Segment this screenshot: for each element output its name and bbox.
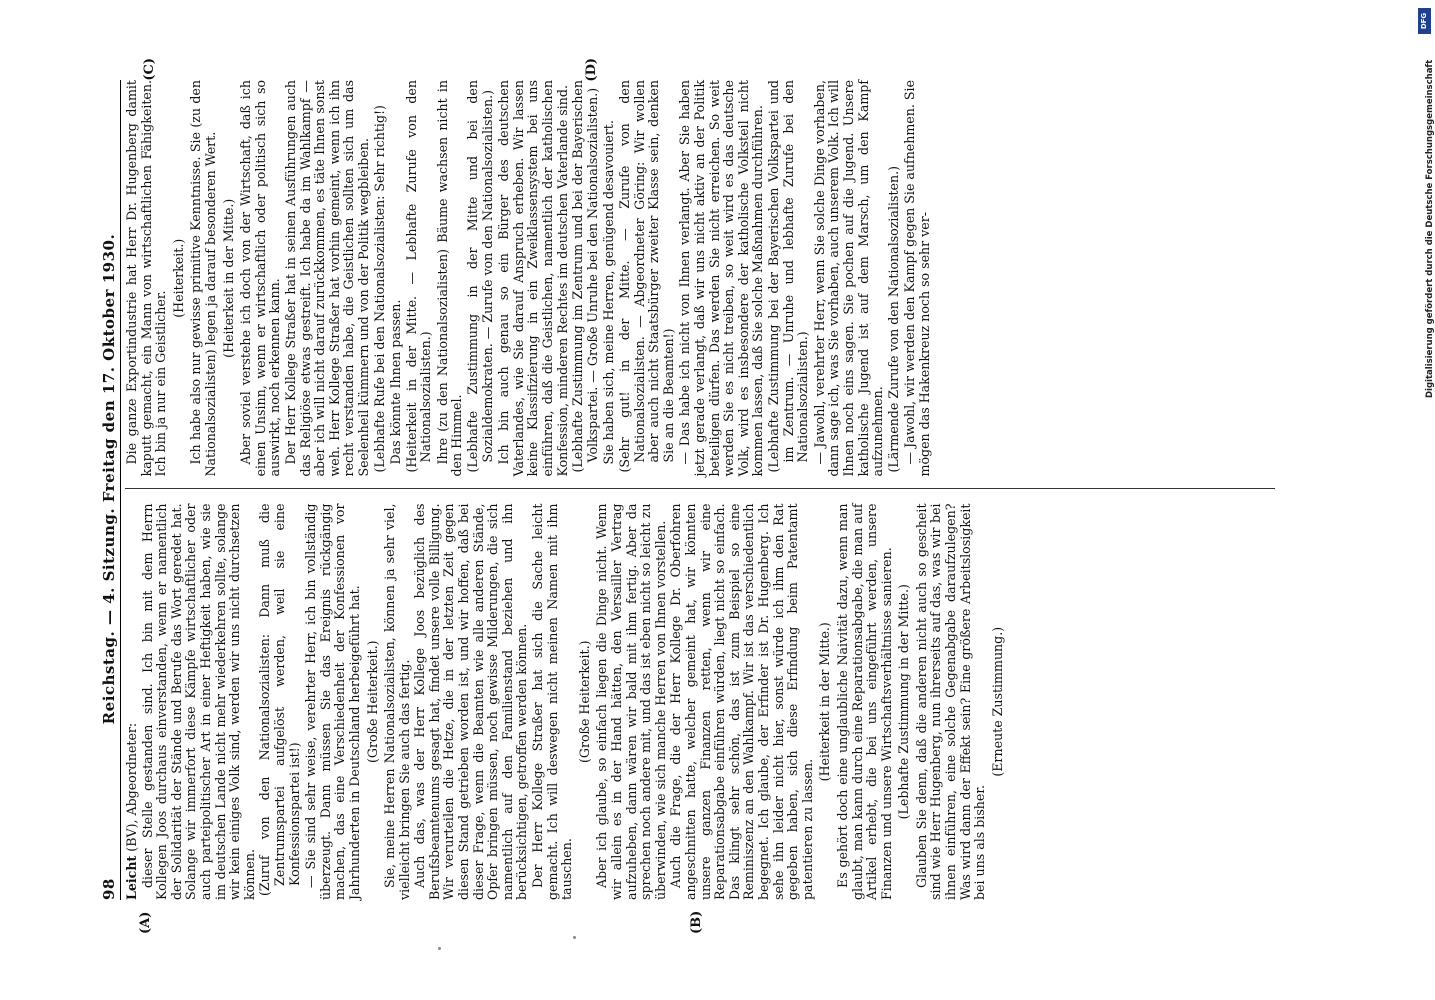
page-number: 98 [100, 878, 118, 900]
speaker-line [125, 504, 140, 901]
reaction-note: (Heiterkeit.) [170, 238, 186, 318]
paragraph: Aber ich glaube, so einfach liegen die Dinge nicht. Wenn wir allein es in der Hand hätten, den Versailler Vertrag aufzuheben, dann wären wir bald mit ihm fertig. Aber da sprechen noch andere mit, und das ist eben nicht so leicht zu überwinden, wie sich manche Herren von Ihnen vorstellen. [594, 503, 668, 900]
margin-marker-a: (A) [138, 911, 153, 934]
reaction-note: (Heiterkeit in der Mitte.) [817, 622, 833, 782]
paragraph: Es gehört doch eine unglaubliche Naivität dazu, wenn man glaubt, man kann durch eine Reparationsabgabe, die man auf Artikel erhebt, die bei uns eingeführt werden, unsere Finanzen und unsere Wirtschaftsverhältnisse sanieren. [834, 503, 894, 900]
margin-marker-b: (B) [689, 910, 704, 934]
reaction-note: (Große Heiterkeit.) [576, 640, 592, 764]
dfg-logo: DFG [1418, 8, 1431, 34]
paragraph: — Jawohl, verehrter Herr, wenn Sie solche Dinge vorhaben, dann sage ich, was Sie vorhaben, auch unserem Volk. Ich will Ihnen noch eins sagen. Sie pochen auf die Jugend. Unsere katholische Jugend ist auf dem Marsch, um den Kampf aufzunehmen. [811, 80, 886, 477]
paragraph: — Sie sind sehr weise, verehrter Herr, ich bin vollständig überzeugt. Dann müssen Sie das Ereignis rückgängig machen, das eine Verschiedenheit der Konfessionen vor Jahrhunderten in Deutschland herbeigeführt hat. [303, 503, 362, 900]
interjection: (Sehr gut! in der Mitte. — Zurufe von den Nationalsozialisten. — Abgeordneter Göring: Wir wollen aber auch nicht Staatsbürger zweiter Klasse sein, denken Sie an die Beamten!) [617, 80, 676, 473]
paragraph: Das könnte Ihnen passen. [388, 299, 404, 465]
left-column [124, 503, 1275, 934]
paragraph: Sie, meine Herren Nationalsozialisten, können ja sehr viel, vielleicht bringen Sie auch das fertig. [382, 503, 412, 900]
paragraph: — Jawohl, wir werden den Kampf gegen Sie aufnehmen. Sie mögen das Hakenkreuz noch so sehr ver- [902, 80, 932, 477]
paragraph: Ich habe also nur gewisse primitive Kenntnisse. Sie (zu den Nationalsozialisten) legen ja darauf besonderen Wert. [188, 80, 218, 477]
interjection: (Lebhafte Zustimmung im Zentrum und bei der Bayerischen Volkspartei. — Große Unruhe bei den Nationalsozialisten.) [570, 80, 600, 473]
paragraph: Aber soviel verstehe ich doch von der Wirtschaft, daß ich einen Unsinn, wenn er wirtschaftlich oder politisch sich so auswirkt, noch erkennen kann. [238, 80, 283, 477]
right-column [124, 58, 1275, 490]
paragraph: Der Herr Kollege Straßer hat in seinen Ausführungen auch das Religiöse etwas gestreift. Ich habe da im Wahlkampf — aber ich will nicht darauf zurückkommen, es täte Ihnen sonst weh. Herr Kollege Straßer hat vorhin gemeint, wenn ich ihn recht verstanden habe, die Geistlichen sollten sich um das Seelenheil kümmern und von der Politik wegbleiben. [282, 80, 371, 477]
paragraph: dieser Stelle gestanden sind. Ich bin mit dem Herrn Kollegen Joos durchaus einverstanden, wenn er namentlich der Solidarität der Stände und Berufe das Wort geredet hat. Solange wir immerfort diese Kämpfe wirtschaftlicher oder auch parteipolitischer Art in einer Heftigkeit haben, wie sie im deutschen Lande nicht mehr wiederkehren sollte, solange wir kein einiges Volk sind, werden wir uns nicht durchsetzen können. [139, 503, 257, 900]
paragraph: Ich bin auch genau so ein Bürger des deutschen Vaterlandes, wie Sie darauf Anspruch erheben. Wir lassen keine Klassifizierung in ein Zweiklassensystem bei uns einführen, daß die Geistlichen, namentlich der katholischen Konfession, minderen Rechtes im deutschen Vaterlande sind. [496, 80, 570, 477]
interjection: (Lebhafte Rufe bei den Nationalsozialisten: Sehr richtig!) [371, 105, 387, 473]
interjection: (Zuruf von den Nationalsozialisten: Dann muß die Zentrumspartei aufgelöst werden, weil sie eine Konfessionspartei ist!) [257, 503, 302, 896]
paragraph: Auch die Frage, die der Herr Kollege Dr. Oberfohren angeschnitten hatte, welcher gemeint hat, wir könnten unsere ganzen Finanzen retten, wenn wir eine Reparationsabgabe einführen würden, liegt nicht so einfach. Das klingt sehr schön, das ist zum Beispiel so eine Reminiszenz an den Wahlkampf. Wir ist das verschiedentlich begegnet. Ich glaube, der Erfinder ist Dr. Hugenberg. Ich sehe ihn leider nicht hier, sonst würde ich ihm den Rat gegeben haben, sich diese Erfindung beim Patentamt patentieren zu lassen. [668, 503, 815, 900]
reaction-note: (Große Heiterkeit.) [364, 640, 380, 764]
dfg-credit-text: Digitalisierung gefördert durch die Deutsche Forschungsgemeinschaft [1425, 59, 1435, 398]
page-header [100, 80, 121, 900]
paragraph: Glauben Sie denn, daß die anderen nicht auch so gescheit sind wie Herr Hugenberg, nun ihrerseits auf das, was wir bei ihnen einführen, eine solche Gegenabgabe daraufzulegen? Was wird dann der Effekt sein? Eine größere Arbeitslosigkeit bei uns als bisher. [913, 503, 988, 900]
paragraph: — Das habe ich nicht von Ihnen verlangt. Aber Sie haben jetzt gerade verlangt, daß wir uns nicht aktiv an der Politik beteiligen dürfen. Das werden Sie nicht erreichen. So weit werden Sie es nicht treiben, so weit wird es das deutsche Volk, wird es insbesondere der katholische Volksteil nicht kommen lassen, daß Sie solche Maßnahmen durchführen. [677, 80, 766, 477]
rotated-document-page [92, 60, 1342, 940]
margin-marker-d: (D) [584, 58, 599, 82]
paragraph: Die ganze Exportindustrie hat Herr Dr. Hugenberg damit kaputt gemacht, ein Mann von wirtschaftlichen Fähigkeiten. Ich bin ja nur ein Geistlicher. [124, 80, 169, 477]
interjection: (Lebhafte Zustimmung in der Mitte und bei den Sozialdemokraten. — Zurufe von den Nationalsozialisten.) [465, 80, 495, 473]
scan-speck [438, 947, 441, 950]
speaker-name: Leicht [124, 855, 139, 900]
dfg-credit [1418, 8, 1435, 398]
reaction-note: (Erneute Zustimmung.) [989, 626, 1005, 777]
paragraph: Der Herr Kollege Straßer hat sich die Sache leicht gemacht. Ich will deswegen nicht meinen Namen mit ihm tauschen. [530, 503, 575, 900]
text-columns [124, 58, 1275, 934]
reaction-note: (Lebhafte Zustimmung in der Mitte.) [896, 584, 912, 820]
speaker-party: (BV), Abgeordneter: [124, 722, 139, 852]
reaction-note: (Heiterkeit in der Mitte.) [220, 198, 236, 358]
running-title: Reichstag. — 4. Sitzung. Freitag den 17. Oktober 1930. [100, 233, 118, 725]
margin-marker-c: (C) [142, 58, 157, 81]
interjection: (Lärmende Zurufe von den Nationalsozialisten.) [885, 166, 901, 473]
paragraph: Sie haben sich, meine Herren, genügend desavouiert. [601, 120, 617, 465]
paragraph: Ihre (zu den Nationalsozialisten) Bäume wachsen nicht in den Himmel. [434, 80, 465, 477]
interjection: (Lebhafte Zustimmung bei der Bayerischen Volkspartei und im Zentrum. — Unruhe und lebhafte Zurufe bei den Nationalsozialisten.) [765, 80, 811, 473]
interjection: (Heiterkeit in der Mitte. — Lebhafte Zurufe von den Nationalsozialisten.) [403, 80, 434, 473]
paragraph: Auch das, was der Herr Kollege Joos bezüglich des Berufsbeamtenums gesagt hat, findet unsere volle Billigung. Wir verurteilen die Hetze, die in der letzten Zeit gegen diesen Stand getrieben worden ist, und wir hoffen, daß bei dieser Frage, wenn die Beamten wie alle anderen Stände, Opfer bringen müssen, noch gewisse Milderungen, die sich namentlich auf den Familienstand beziehen und ihn berücksichtigen, getroffen werden können. [412, 503, 530, 900]
scan-speck [573, 936, 576, 939]
